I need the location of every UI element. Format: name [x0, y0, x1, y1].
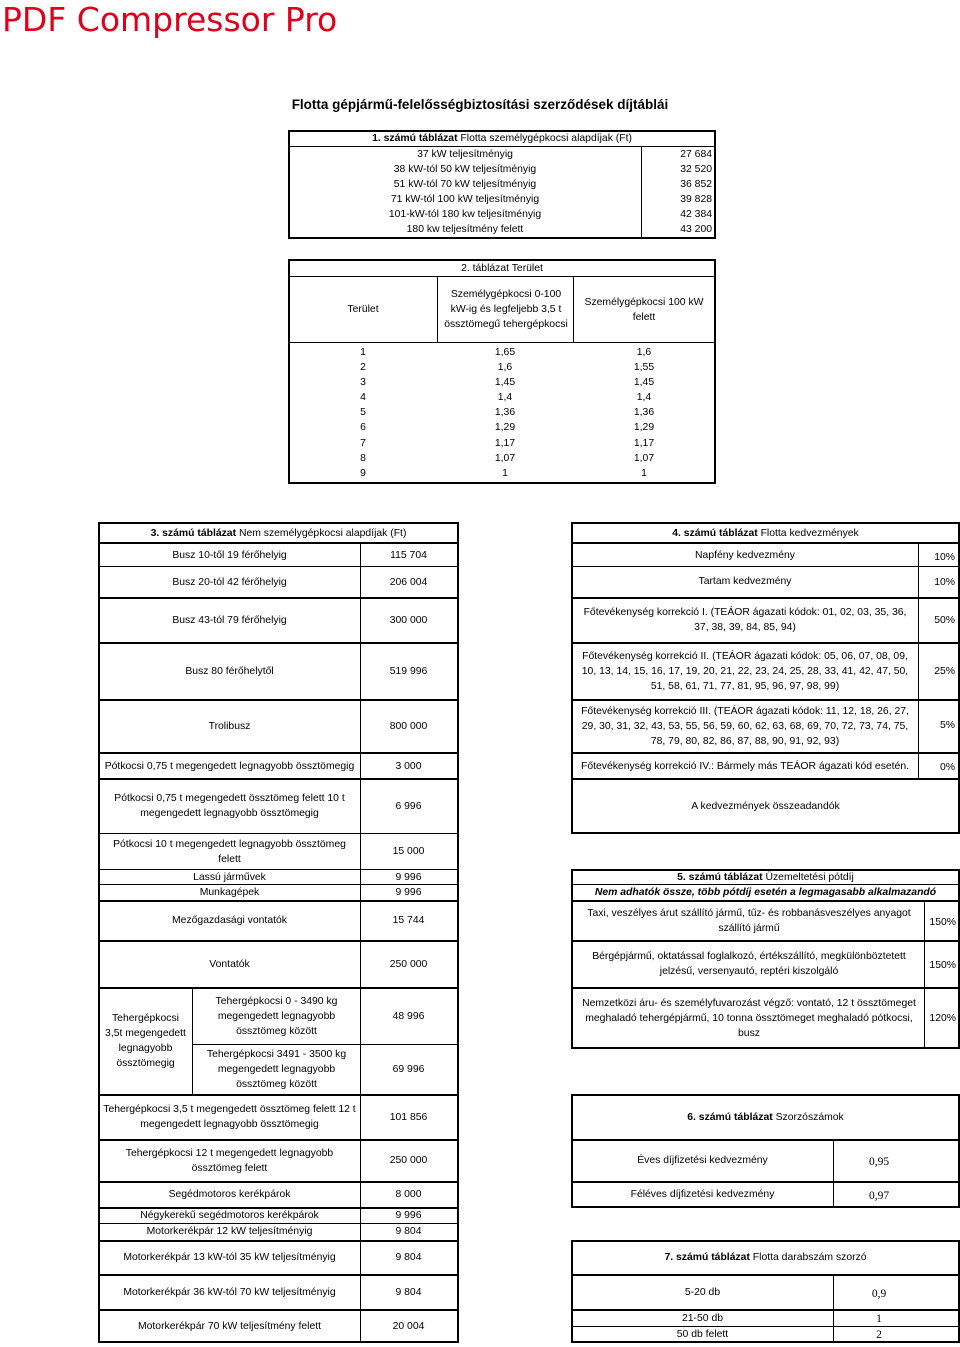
table-cell: 9 [360, 468, 366, 479]
caption-prefix: 5. számú táblázat [677, 871, 763, 883]
table-row-value: 10% [934, 576, 955, 588]
table-row-label: Tehergépkocsi 0 - 3490 kg megengedett legnagyobb össztömeg között [215, 995, 338, 1037]
table-cell: 1 [641, 468, 647, 479]
table-row-value: 206 004 [389, 576, 428, 588]
table-row-value: 15 744 [392, 915, 425, 926]
table-row-label: Mezőgazdasági vontatók [172, 915, 287, 926]
divider [192, 987, 193, 1094]
table-row-label: Tehergépkocsi 12 t megengedett legnagyobb össztömeg felett [125, 1147, 334, 1174]
table-row-value: 9 996 [395, 1210, 422, 1221]
table-row-label: Főtevékenység korrekció I. (TEÁOR ágazati kódok: 01, 02, 03, 35, 36, 37, 38, 39, 84, 85, 94) [583, 607, 907, 633]
table-row-value: 25% [934, 665, 955, 677]
table-cell: 1,6 [636, 347, 652, 358]
table-row-label: 38 kW-tól 50 kW teljesítményig [393, 164, 537, 175]
table-cell: 8 [360, 453, 366, 464]
table-row-label: 21-50 db [681, 1313, 724, 1324]
caption-rest: Nem személygépkocsi alapdíjak (Ft) [238, 528, 407, 539]
table-cell: 1,65 [494, 347, 516, 358]
table-5-caption [573, 870, 958, 884]
table-row-value: 15 000 [392, 846, 425, 857]
table-row-label: Négykerekű segédmotoros kerékpárok [140, 1210, 319, 1221]
caption-rest: Üzemeltetési pótdíj [765, 871, 854, 883]
table-row-label: Pótkocsi 10 t megengedett legnagyobb össztömeg felett [113, 838, 346, 865]
table-group-label: Tehergépkocsi 3,5t megengedett legnagyobb össztömegig [105, 1013, 186, 1069]
table-row-label: Pótkocsi 0,75 t megengedett legnagyobb össztömegig [104, 760, 355, 772]
table-cell: 5 [360, 407, 366, 418]
table-5-subtitle: Nem adhatók össze, több pótdíj esetén a legmagasabb alkalmazandó [594, 887, 937, 898]
table-row-value: 69 996 [392, 1063, 425, 1075]
table-cell: 1,4 [636, 392, 652, 403]
table-row-value: 9 996 [395, 871, 422, 883]
table-row-value: 101 856 [389, 1111, 428, 1123]
table-row-label: Főtevékenység korrekció II. (TEÁOR ágazati kódok: 05, 06, 07, 08, 09, 10, 13, 14, 15, 16, 17, 19, 20, 21, 22, 23, 24, 25, 28, 33, 41, 42, 47, 50, 51, 58, 61, 71, 77, 81, 95, 96, 97, 98, 99) [581, 650, 909, 692]
table-row-value: 9 996 [395, 886, 422, 898]
table-cell: 1,17 [494, 438, 516, 449]
table-cell: 1,29 [494, 422, 516, 433]
divider [572, 566, 959, 567]
table-row-value: 0,9 [871, 1287, 887, 1300]
table-row-value: 3 000 [395, 760, 422, 772]
table-row-value: 250 000 [389, 1155, 428, 1166]
table-7-caption [573, 1242, 958, 1273]
divider [99, 566, 458, 567]
watermark-text: PDF Compressor Pro [2, 0, 338, 39]
table-cell: 3 [360, 377, 366, 388]
table-row-label: 71 kW-tól 100 kW teljesítményig [390, 194, 540, 205]
table-row-value: 27 684 [680, 149, 712, 160]
table-row-label: 101-kW-tól 180 kw teljesítményig [388, 209, 542, 220]
table-cell: 1,36 [494, 407, 516, 418]
caption-rest: Flotta kedvezmények [760, 528, 859, 539]
table-4-note: A kedvezmények összeadandók [691, 800, 840, 812]
table-6-caption [573, 1096, 958, 1138]
table-row-value: 43 200 [680, 224, 712, 235]
divider [572, 542, 959, 544]
table-row-value: 50% [934, 614, 955, 626]
table-row-label: 51 kW-tól 70 kW teljesítményig [393, 179, 537, 190]
table-row-label: Éves díjfizetési kedvezmény [637, 1155, 768, 1166]
table-row-value: 9 804 [395, 1226, 422, 1237]
table-row-value: 519 996 [389, 666, 428, 677]
table-cell: 1,6 [497, 362, 513, 373]
table-row-value: 2 [876, 1329, 882, 1341]
table-row-value: 48 996 [392, 1010, 425, 1022]
caption-prefix: 4. számú táblázat [672, 528, 758, 539]
column-header: Személygépkocsi 100 kW felett [584, 296, 704, 323]
table-row-value: 1 [876, 1313, 882, 1325]
divider [99, 542, 458, 544]
divider [289, 342, 715, 343]
table-row-value: 20 004 [392, 1320, 425, 1332]
divider [99, 752, 458, 754]
table-row-value: 120% [929, 1012, 956, 1024]
caption-prefix: 1. számú táblázat [372, 133, 458, 144]
table-row-value: 150% [929, 959, 956, 971]
table-cell: 1,07 [633, 453, 655, 464]
table-row-label: Segédmotoros kerékpárok [168, 1189, 291, 1200]
table-cell: 4 [360, 392, 366, 403]
caption-prefix: 7. számú táblázat [664, 1252, 750, 1263]
document-title: Flotta gépjármű-felelősségbiztosítási szerződések díjtáblái [291, 97, 669, 112]
table-row-label: Motorkerékpár 13 kW-tól 35 kW teljesítményig [123, 1252, 336, 1263]
column-header: Személygépkocsi 0-100 kW-ig és legfeljebb 3,5 t össztömegű tehergépkocsi [444, 289, 568, 330]
table-row-label: Nemzetközi áru- és személyfuvarozást végző: vontató, 12 t össztömeget meghaladó tehergépjármű, 10 tonna össztömeget meghaladó pótkocsi, busz [582, 997, 916, 1039]
table-row-label: Főtevékenység korrekció IV.: Bármely más TEÁOR ágazati kód esetén. [580, 760, 910, 772]
table-row-label: Busz 43-tól 79 férőhelyig [172, 614, 287, 626]
table-2-caption: 2. táblázat Terület [461, 263, 543, 274]
table-row-value: 800 000 [389, 720, 428, 732]
table-row-value: 9 804 [395, 1252, 422, 1263]
table-cell: 1,4 [497, 392, 513, 403]
table-cell: 1,29 [633, 422, 655, 433]
table-row-label: Taxi, veszélyes árut szállító jármű, tűz- és robbanásveszélyes anyagot szállító jármű [587, 907, 911, 934]
table-1-caption [290, 131, 714, 146]
table-cell: 1,36 [633, 407, 655, 418]
table-row-label: Pótkocsi 0,75 t megengedett össztömeg felett 10 t megengedett legnagyobb össztömegig [114, 793, 345, 819]
divider [572, 752, 959, 754]
table-cell: 7 [360, 438, 366, 449]
table-cell: 1,45 [633, 377, 655, 388]
divider [99, 833, 458, 834]
table-row-value: 300 000 [389, 614, 428, 626]
table-row-label: 50 db felett [676, 1329, 729, 1340]
table-row-label: 5-20 db [684, 1286, 721, 1298]
divider [99, 642, 458, 644]
table-row-label: Tartam kedvezmény [698, 575, 792, 587]
table-cell: 1 [502, 468, 508, 479]
table-row-value: 39 828 [680, 194, 712, 205]
table-row-value: 6 996 [395, 800, 422, 812]
table-4-caption [573, 526, 958, 541]
table-row-label: Busz 10-től 19 férőhelyig [172, 549, 287, 561]
table-cell: 1,17 [633, 438, 655, 449]
divider [437, 276, 438, 342]
table-row-label: Vontatók [209, 958, 250, 970]
caption-prefix: 3. számú táblázat [150, 528, 237, 539]
caption-rest: Szorzószámok [775, 1111, 844, 1123]
table-cell: 1,45 [494, 377, 516, 388]
table-cell: 6 [360, 422, 366, 433]
table-row-label: Busz 20-tól 42 férőhelyig [172, 576, 287, 588]
table-row-value: 0,95 [868, 1156, 890, 1168]
table-row-label: Busz 80 férőhelytől [185, 666, 274, 677]
table-row-label: Motorkerékpár 70 kW teljesítmény felett [137, 1320, 322, 1332]
table-row-label: Féléves díjfizetési kedvezmény [630, 1189, 775, 1200]
table-row-label: Tehergépkocsi 3,5 t megengedett össztömeg felett 12 t megengedett legnagyobb össztömegig [103, 1104, 356, 1130]
table-row-label: Motorkerékpár 12 kW teljesítményig [146, 1226, 313, 1237]
divider [573, 276, 574, 342]
table-row-value: 10% [934, 551, 955, 563]
table-row-label: Napfény kedvezmény [695, 549, 795, 561]
table-3-caption [100, 526, 457, 541]
table-cell: 1,55 [633, 362, 655, 373]
table-cell: 2 [360, 362, 366, 373]
table-row-label: Trolibusz [208, 720, 251, 732]
table-row-label: Munkagépek [199, 886, 260, 898]
table-row-value: 8 000 [395, 1189, 422, 1200]
table-cell: 1 [360, 347, 366, 358]
caption-prefix: 6. számú táblázat [687, 1111, 773, 1123]
table-row-value: 5% [939, 719, 955, 731]
table-row-value: 0,97 [868, 1190, 890, 1202]
table-row-value: 150% [929, 916, 956, 928]
caption-rest: Flotta személygépkocsi alapdíjak (Ft) [460, 133, 632, 144]
table-row-label: 180 kw teljesítmény felett [406, 224, 524, 235]
table-row-label: 37 kW teljesítményig [417, 149, 513, 160]
column-header: Terület [347, 304, 379, 315]
table-row-value: 36 852 [680, 179, 712, 190]
table-row-label: Bérgépjármű, oktatással foglalkozó, értékszállító, megkülönböztetett jelzésű, versenyautó, reptéri kiszolgáló [592, 951, 906, 977]
table-row-label: Motorkerékpár 36 kW-tól 70 kW teljesítményig [123, 1286, 336, 1298]
table-cell: 1,07 [494, 453, 516, 464]
table-row-value: 9 804 [395, 1286, 422, 1298]
table-row-value: 115 704 [390, 549, 427, 561]
table-row-value: 42 384 [680, 209, 712, 220]
table-row-value: 0% [939, 761, 955, 773]
table-row-value: 32 520 [680, 164, 712, 175]
table-row-label: Tehergépkocsi 3491 - 3500 kg megengedett legnagyobb össztömeg között [206, 1048, 347, 1090]
caption-rest: Flotta darabszám szorzó [752, 1252, 867, 1263]
table-row-label: Lassú járművek [193, 871, 266, 883]
table-row-value: 250 000 [389, 958, 428, 970]
table-row-label: Főtevékenység korrekció III. (TEÁOR ágazati kódok: 11, 12, 18, 26, 27, 29, 30, 31, 32, 43, 53, 55, 56, 59, 60, 62, 63, 68, 69, 70, 72, 73, 74, 75, 78, 79, 80, 82, 86, 87, 88, 90, 91, 92, 93) [581, 705, 909, 747]
